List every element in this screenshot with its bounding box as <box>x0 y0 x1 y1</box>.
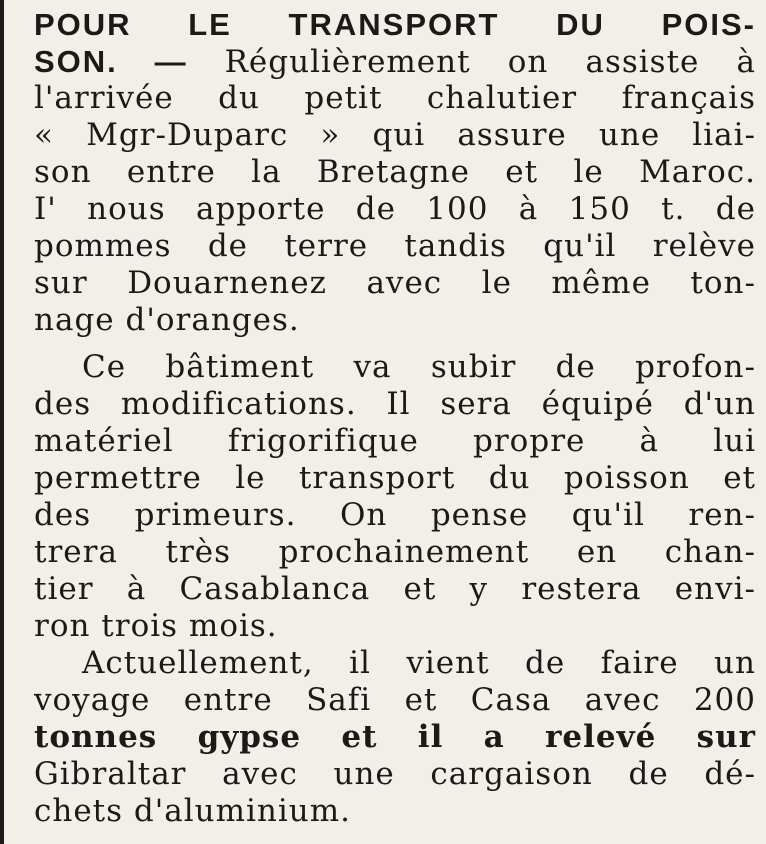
article-line: voyage entre Safi et Casa avec 200 <box>34 682 756 718</box>
article-line: Gibraltar avec une cargaison de dé- <box>34 756 756 792</box>
article-line: des modifications. Il sera équipé d'un <box>34 386 756 422</box>
article <box>34 6 756 830</box>
article-line: ron trois mois. <box>34 608 278 644</box>
article-line: nage d'oranges. <box>34 302 300 338</box>
article-title-line <box>34 6 756 43</box>
article-text: Régulièrement on assiste à <box>224 44 756 80</box>
article-line: sur Douarnenez avec le même ton- <box>34 265 756 301</box>
article-title-end: SON. — <box>34 44 225 79</box>
article-line: trera très prochainement en chan- <box>34 534 756 570</box>
article-line: Ce bâtiment va subir de profon- <box>82 349 756 385</box>
article-line: des primeurs. On pense qu'il ren- <box>34 497 756 533</box>
article-line: Actuellement, il vient de faire un <box>82 645 756 681</box>
paragraph-gap <box>34 339 756 349</box>
article-line: tier à Casablanca et y restera envi- <box>34 571 756 607</box>
article-line: permettre le transport du poisson et <box>34 460 756 496</box>
article-line: matériel frigorifique propre à lui <box>34 423 756 459</box>
article-line: I' nous apporte de 100 à 150 t. de <box>34 191 756 227</box>
article-line: « Mgr-Duparc » qui assure une liai- <box>34 117 756 153</box>
article-line: son entre la Bretagne et le Maroc. <box>34 154 756 190</box>
article-line: l'arrivée du petit chalutier français <box>34 80 756 116</box>
article-title: POUR LE TRANSPORT DU POIS- <box>34 7 756 42</box>
article-line: pommes de terre tandis qu'il relève <box>34 228 756 264</box>
article-line: chets d'aluminium. <box>34 793 352 829</box>
article-line <box>34 43 756 80</box>
article-line: tonnes gypse et il a relevé sur <box>34 719 756 755</box>
